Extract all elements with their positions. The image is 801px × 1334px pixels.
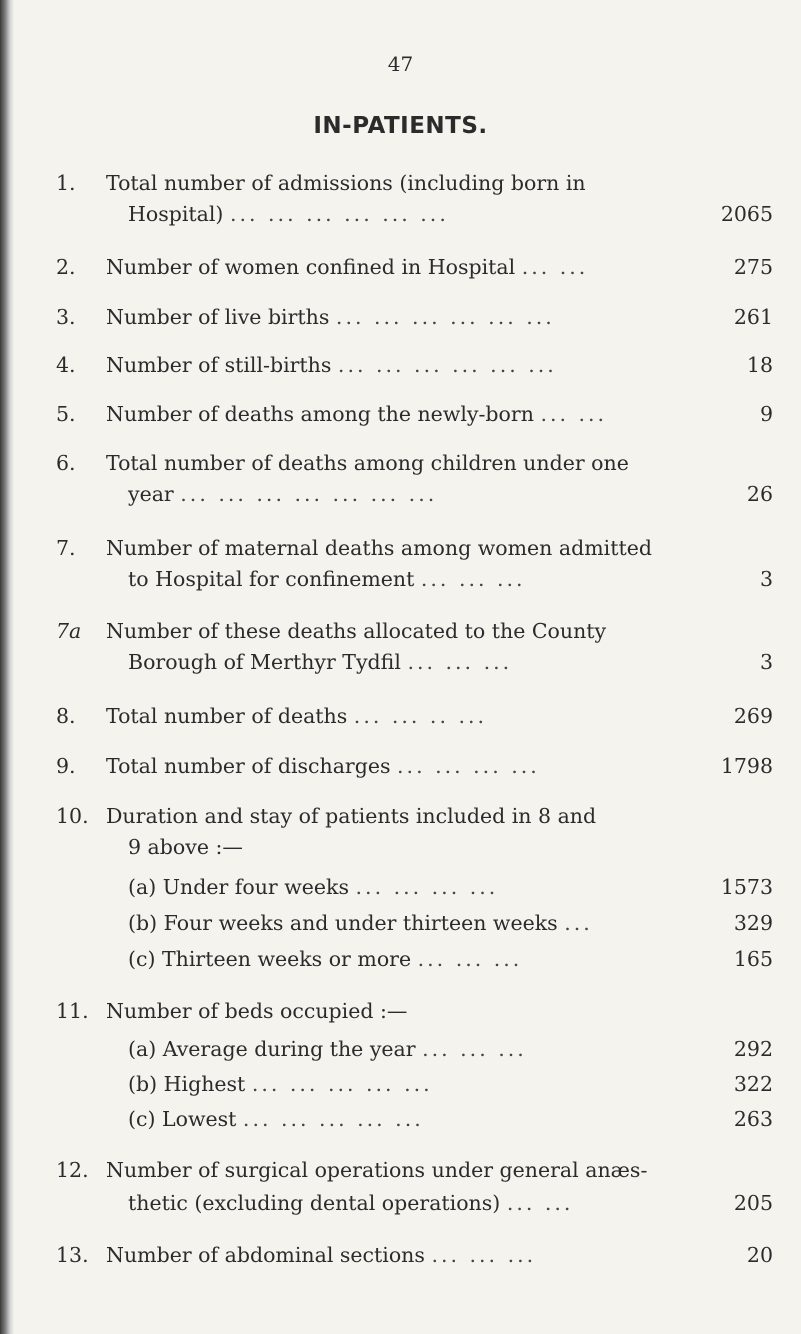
- item-value: 3: [759, 567, 773, 591]
- item-text: 9 above :—: [128, 835, 243, 859]
- item-text: Total number of admissions (including born in: [106, 171, 586, 195]
- item-number: 8.: [56, 704, 76, 728]
- item-value: 3: [759, 650, 773, 674]
- item-text: Number of abdominal sections ... ... ...: [106, 1243, 537, 1267]
- item-value: 26: [746, 482, 773, 506]
- leader-dots: ... ... ... ...: [355, 875, 499, 899]
- item-number: 11.: [56, 999, 89, 1023]
- item-text: Number of these deaths allocated to the County: [106, 619, 607, 643]
- item-text: Number of women confined in Hospital ... ...: [106, 255, 589, 279]
- item-text: Total number of deaths ... ... .. ...: [106, 704, 488, 728]
- sub-item-text: (c) Lowest ... ... ... ... ...: [128, 1107, 424, 1131]
- item-number: 3.: [56, 305, 76, 329]
- item-value: 9: [759, 402, 773, 426]
- item-value: 261: [733, 305, 773, 329]
- item-number: 9.: [56, 754, 76, 778]
- item-value: 1798: [720, 754, 773, 778]
- item-text: year ... ... ... ... ... ... ...: [128, 482, 438, 506]
- item-text: Number of maternal deaths among women admitted: [106, 536, 652, 560]
- item-number: 5.: [56, 402, 76, 426]
- item-text: Hospital) ... ... ... ... ... ...: [128, 202, 449, 226]
- page-binding-shadow: [0, 0, 14, 1334]
- leader-dots: ... ... ... ...: [397, 754, 540, 778]
- item-value: 2065: [720, 202, 773, 226]
- leader-dots: ... ... ... ... ... ...: [337, 353, 557, 377]
- leader-dots: ... ... ... ... ...: [251, 1072, 433, 1096]
- item-value: 18: [746, 353, 773, 377]
- item-value: 20: [746, 1243, 773, 1267]
- leader-dots: ... ... .. ...: [353, 704, 488, 728]
- item-value: 322: [733, 1072, 773, 1096]
- item-text: Number of live births ... ... ... ... ... ...: [106, 305, 555, 329]
- sub-item-text: (b) Highest ... ... ... ... ...: [128, 1072, 433, 1096]
- page-number: 47: [387, 52, 414, 76]
- item-value: 329: [733, 911, 773, 935]
- item-number: 4.: [56, 353, 76, 377]
- item-value: 165: [733, 947, 773, 971]
- sub-item-text: (c) Thirteen weeks or more ... ... ...: [128, 947, 523, 971]
- leader-dots: ... ... ...: [431, 1243, 537, 1267]
- leader-dots: ... ... ...: [420, 567, 526, 591]
- sub-item-text: (a) Under four weeks ... ... ... ...: [128, 875, 499, 899]
- leader-dots: ...: [564, 911, 593, 935]
- item-text: Duration and stay of patients included in 8 and: [106, 804, 597, 828]
- item-text: Number of surgical operations under general anæs-: [106, 1158, 648, 1182]
- leader-dots: ... ... ...: [407, 650, 513, 674]
- sub-item-text: (b) Four weeks and under thirteen weeks ...: [128, 911, 593, 935]
- item-text: Total number of deaths among children under one: [106, 451, 629, 475]
- leader-dots: ... ...: [540, 402, 608, 426]
- item-text: Total number of discharges ... ... ... ...: [106, 754, 540, 778]
- item-value: 292: [733, 1037, 773, 1061]
- item-number: 6.: [56, 451, 76, 475]
- item-text: Borough of Merthyr Tydfil ... ... ...: [128, 650, 513, 674]
- item-text: Number of deaths among the newly-born ... ...: [106, 402, 608, 426]
- leader-dots: ... ... ... ... ... ...: [335, 305, 555, 329]
- page-title: IN-PATIENTS.: [313, 113, 488, 139]
- item-text: Number of still-births ... ... ... ... ... ...: [106, 353, 557, 377]
- leader-dots: ... ...: [521, 255, 589, 279]
- item-value: 205: [733, 1191, 773, 1215]
- item-value: 275: [733, 255, 773, 279]
- item-text: Number of beds occupied :—: [106, 999, 408, 1023]
- leader-dots: ... ... ... ... ... ... ...: [180, 482, 438, 506]
- item-value: 263: [733, 1107, 773, 1131]
- item-value: 269: [733, 704, 773, 728]
- item-number: 1.: [56, 171, 76, 195]
- item-text: thetic (excluding dental operations) ... ...: [128, 1191, 574, 1215]
- item-text: to Hospital for confinement ... ... ...: [128, 567, 526, 591]
- item-value: 1573: [720, 875, 773, 899]
- leader-dots: ... ...: [506, 1191, 574, 1215]
- leader-dots: ... ... ...: [417, 947, 523, 971]
- item-number: 2.: [56, 255, 76, 279]
- item-number: 7a: [56, 619, 82, 643]
- leader-dots: ... ... ...: [422, 1037, 527, 1061]
- sub-item-text: (a) Average during the year ... ... ...: [128, 1037, 527, 1061]
- item-number: 10.: [56, 804, 89, 828]
- leader-dots: ... ... ... ... ...: [242, 1107, 424, 1131]
- item-number: 13.: [56, 1243, 89, 1267]
- item-number: 12.: [56, 1158, 89, 1182]
- leader-dots: ... ... ... ... ... ...: [229, 202, 449, 226]
- item-number: 7.: [56, 536, 76, 560]
